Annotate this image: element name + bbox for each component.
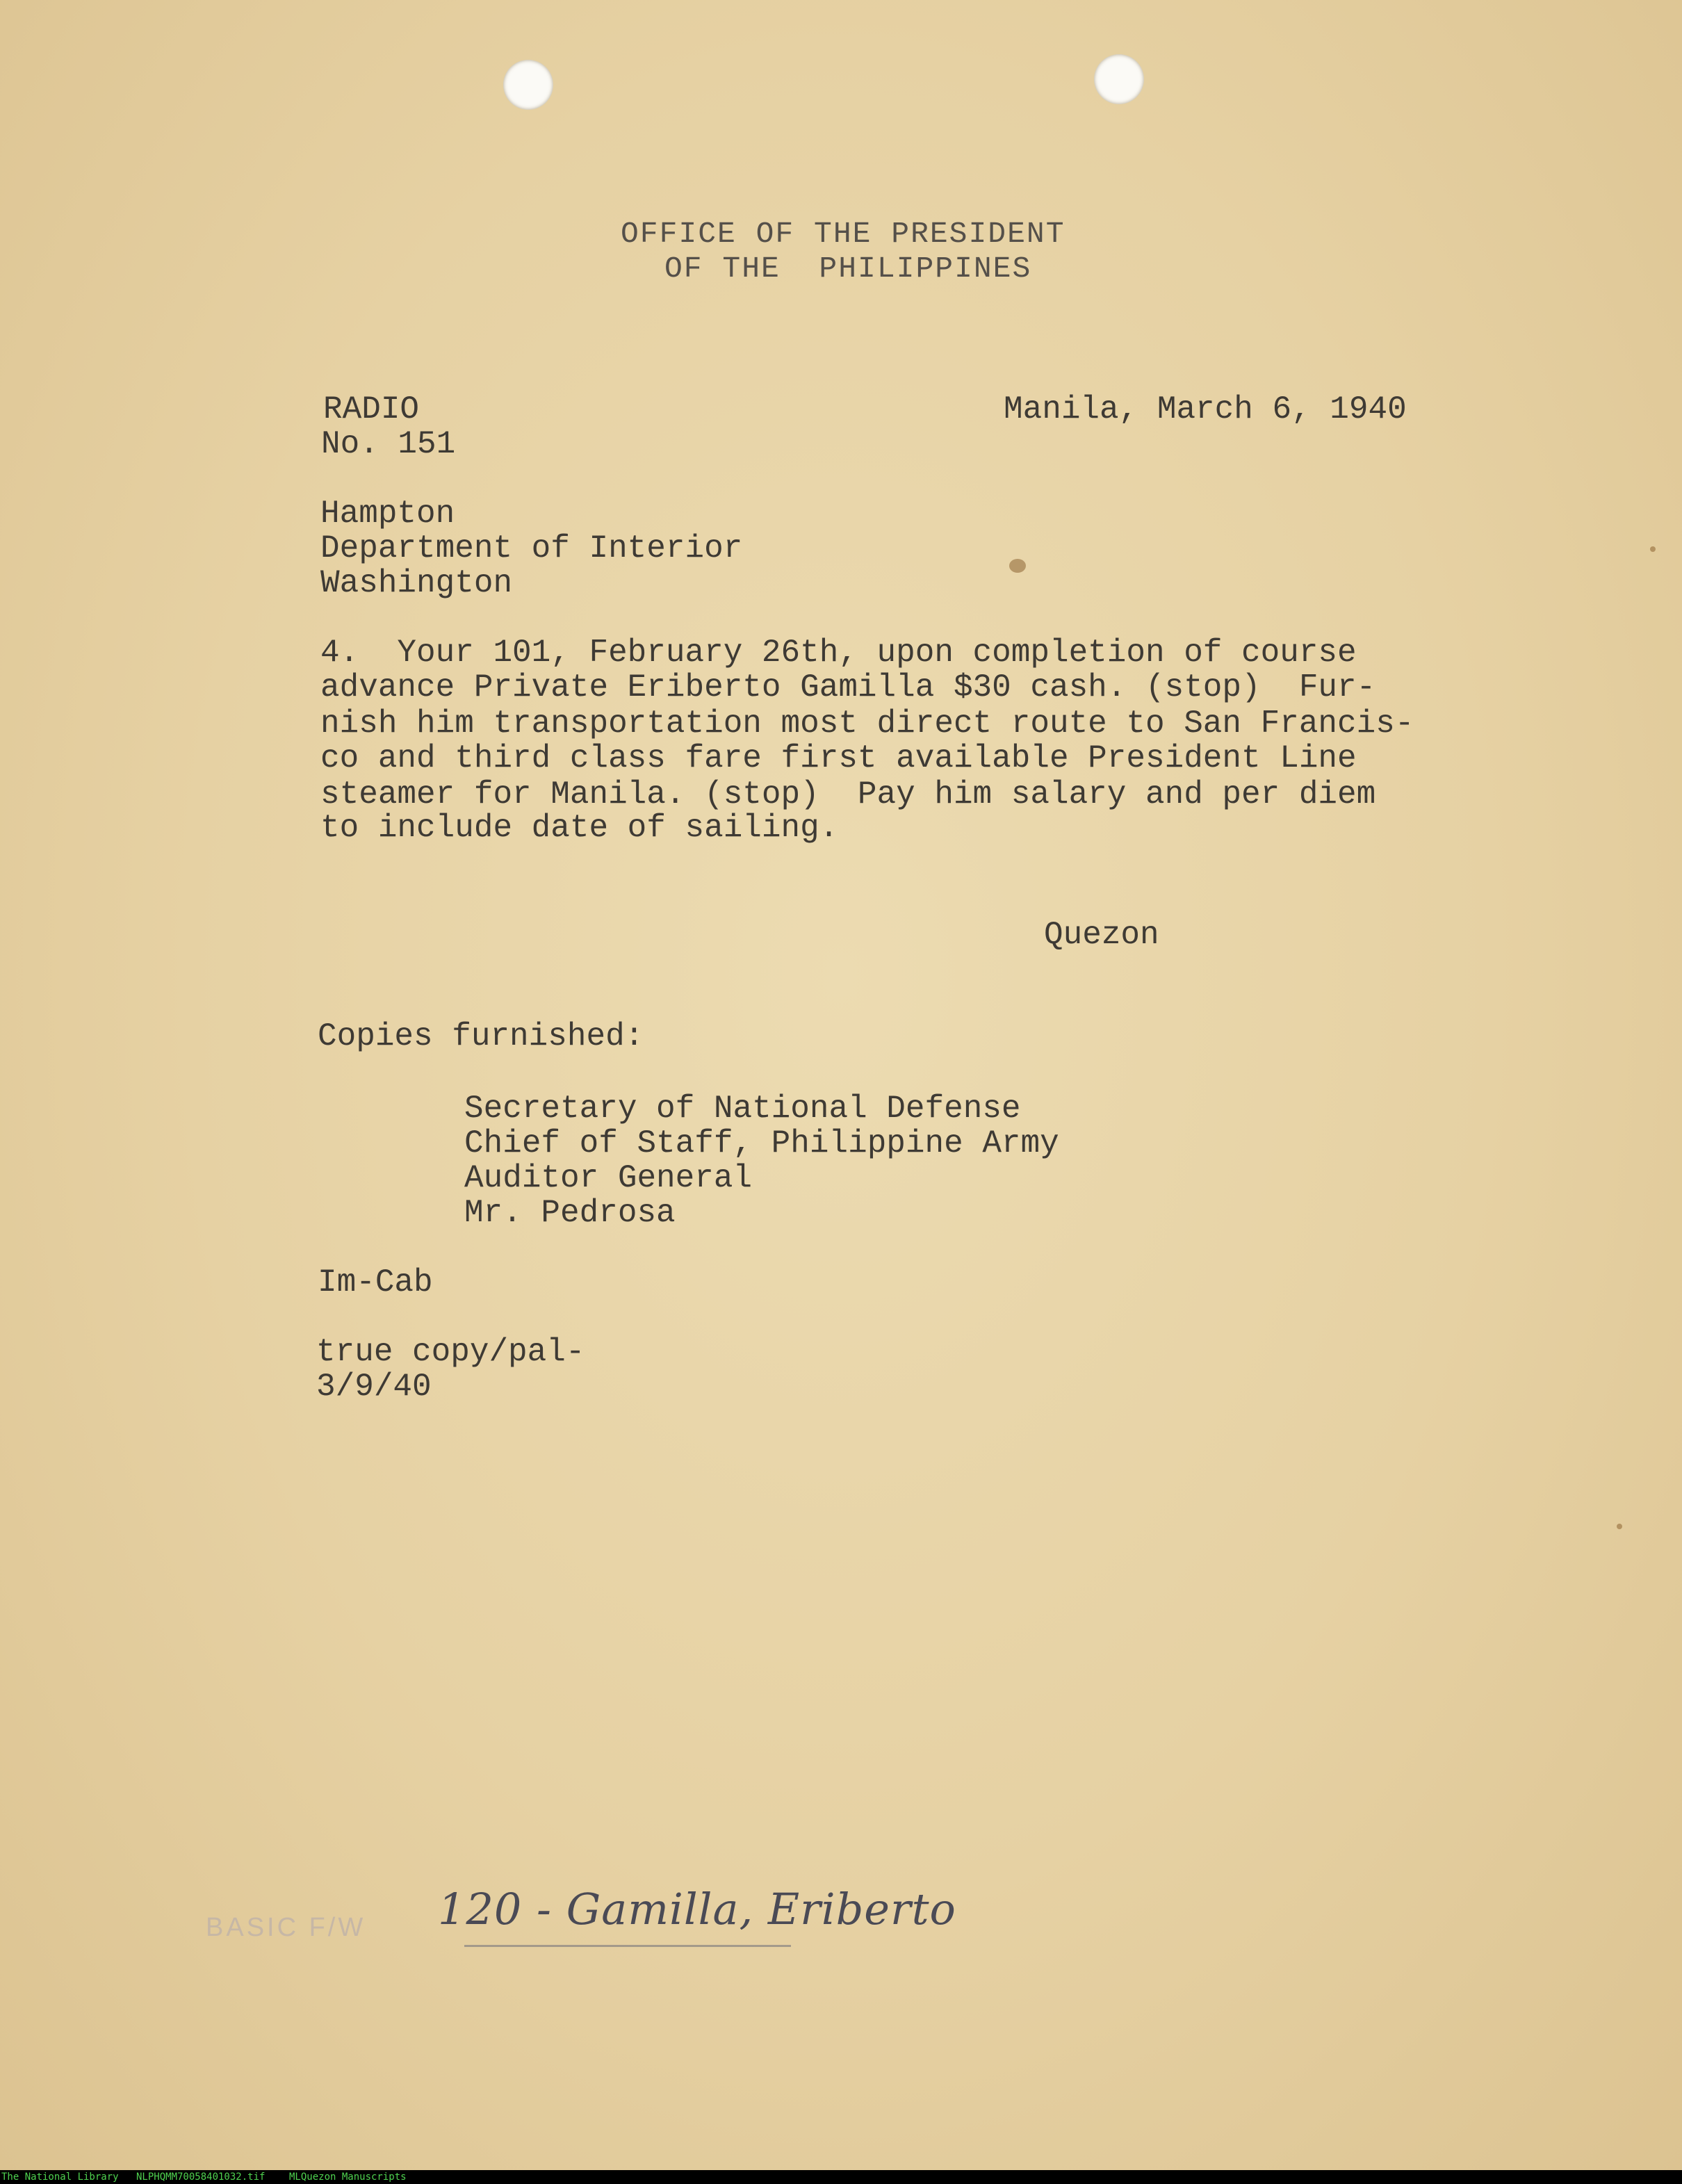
body-line: 4. Your 101, February 26th, upon completion of course — [320, 635, 1357, 671]
stain-spot — [1617, 1524, 1622, 1529]
stain-spot — [1650, 546, 1656, 552]
radio-label: RADIO — [323, 391, 420, 427]
true-copy-date: 3/9/40 — [316, 1369, 432, 1405]
place-date: Manila, March 6, 1940 — [1004, 391, 1407, 427]
initials: Im-Cab — [318, 1264, 433, 1301]
letterhead-line-2: OF THE PHILIPPINES — [664, 252, 1032, 286]
basic-stamp: BASIC F/W — [206, 1913, 366, 1942]
addressee-name: Hampton — [320, 496, 455, 532]
stain-spot — [1009, 559, 1026, 573]
copies-item: Auditor General — [464, 1160, 753, 1196]
copies-item: Secretary of National Defense — [464, 1091, 1021, 1127]
footer-library: The National Library — [1, 2171, 119, 2183]
signature: Quezon — [1044, 917, 1159, 953]
footer-file: NLPHQMM70058401032.tif — [136, 2171, 266, 2183]
handwritten-note: 120 - Gamilla, Eriberto — [438, 1884, 956, 1934]
body-line: advance Private Eriberto Gamilla $30 cash. (stop) Fur- — [320, 669, 1376, 706]
addressee-department: Department of Interior — [320, 530, 743, 567]
copies-item: Mr. Pedrosa — [464, 1195, 676, 1231]
body-line: steamer for Manila. (stop) Pay him salary and per diem — [320, 776, 1376, 813]
footer-collection: MLQuezon Manuscripts — [289, 2171, 407, 2183]
punch-hole-right — [1094, 54, 1144, 104]
punch-hole-left — [503, 60, 553, 110]
body-line: co and third class fare first available President Line — [320, 740, 1357, 776]
letterhead-line-1: OFFICE OF THE PRESIDENT — [621, 217, 1065, 251]
pencil-underline — [464, 1945, 791, 1947]
addressee-city: Washington — [320, 565, 513, 601]
radio-number: No. 151 — [321, 426, 456, 462]
body-line: to include date of sailing. — [320, 810, 839, 846]
copies-item: Chief of Staff, Philippine Army — [464, 1125, 1059, 1162]
scan-footer — [0, 2170, 1682, 2184]
true-copy-line: true copy/pal- — [316, 1334, 585, 1370]
body-line: nish him transportation most direct route to San Francis- — [320, 706, 1414, 742]
copies-label: Copies furnished: — [318, 1018, 644, 1054]
